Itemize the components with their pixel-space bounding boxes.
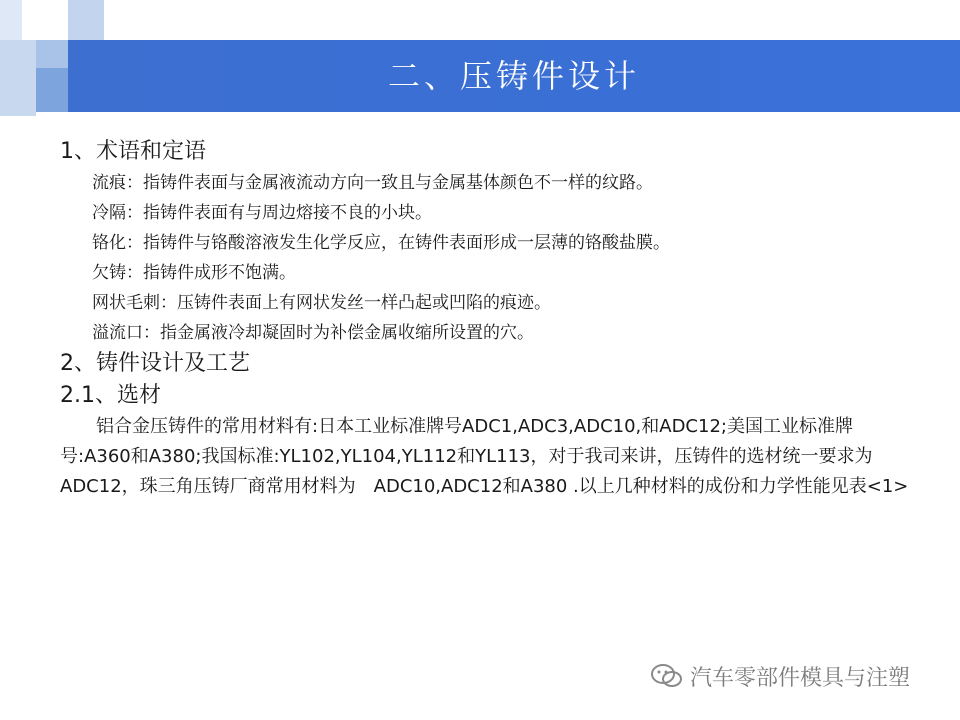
section-heading-design: 2、铸件设计及工艺 bbox=[60, 351, 250, 376]
definition-item: 冷隔：指铸件表面有与周边熔接不良的小块。 bbox=[92, 203, 432, 223]
definition-item: 网状毛刺：压铸件表面上有网状发丝一样凸起或凹陷的痕迹。 bbox=[92, 293, 551, 313]
definition-item: 溢流口：指金属液冷却凝固时为补偿金属收缩所设置的穴。 bbox=[92, 323, 534, 343]
definition-item: 流痕：指铸件表面与金属液流动方向一致且与金属基体颜色不一样的纹路。 bbox=[92, 173, 653, 193]
decor-square bbox=[0, 40, 36, 116]
decor-square bbox=[36, 40, 68, 68]
subsection-heading-materials: 2.1、选材 bbox=[60, 383, 161, 408]
decor-square bbox=[0, 0, 22, 40]
decor-square bbox=[36, 68, 68, 112]
watermark-text: 汽车零部件模具与注塑 bbox=[690, 665, 911, 691]
slide-content bbox=[60, 136, 920, 502]
definition-item: 欠铸：指铸件成形不饱满。 bbox=[92, 263, 296, 283]
definition-item: 铬化：指铸件与铬酸溶液发生化学反应，在铸件表面形成一层薄的铬酸盐膜。 bbox=[92, 233, 670, 253]
decor-square bbox=[68, 0, 104, 40]
slide-title: 二、压铸件设计 bbox=[387, 57, 640, 95]
materials-paragraph: 铝合金压铸件的常用材料有:日本工业标准牌号ADC1,ADC3,ADC10,和ADC12;美国工业标准牌号:A360和A380;我国标准:YL102,YL104,YL112和YL113，对于我司来讲，压铸件的选材统一要求为ADC12，珠三角压铸厂商常用材料为 ADC10,ADC12和A380 .以上几种材料的成份和力学性能见表<1> bbox=[60, 416, 909, 497]
watermark bbox=[650, 660, 910, 692]
section-heading-terms: 1、术语和定语 bbox=[60, 139, 206, 164]
wechat-icon bbox=[650, 662, 684, 690]
